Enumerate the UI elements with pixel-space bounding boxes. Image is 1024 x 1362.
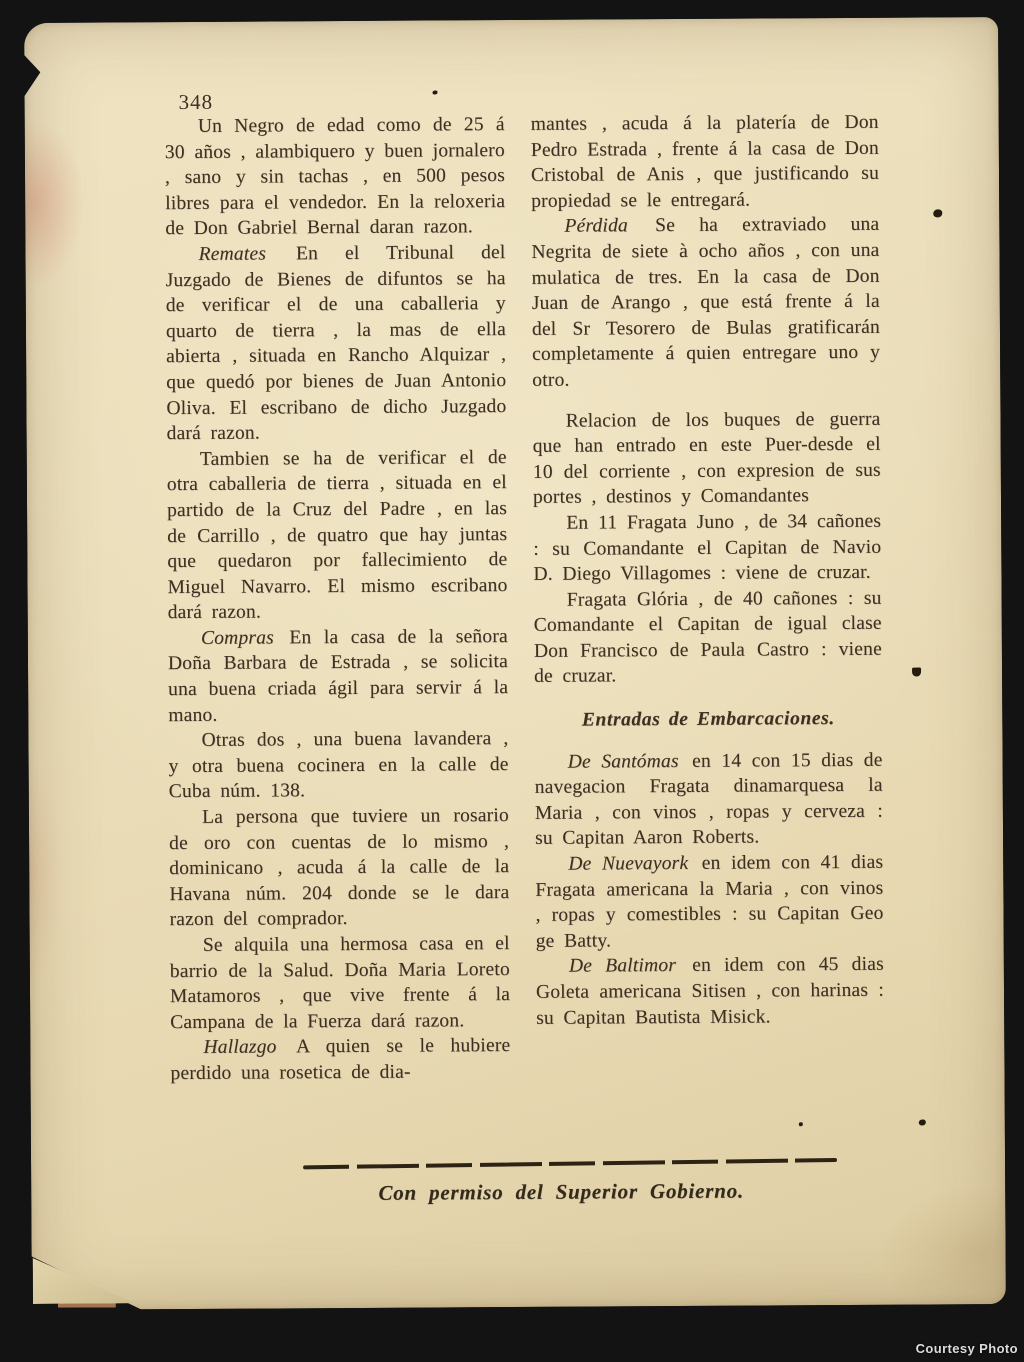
paragraph-text: Tambien se ha de verificar el de otra caballeria de tierra , situada en el partido de la Cruz del Padre , en las de Carrillo , de quatro que hay juntas que quedaron por fallecimiento de Miguel Navarro. El mismo escribano dará razon. [166,446,508,624]
ink-speck [432,90,437,94]
paragraph-text: Se alquila una hermosa casa en el barrio de la Salud. Doña Maria Loreto Matamoros , que vive frente á la Campana de la Fuerza dará razon. [169,933,511,1033]
paragraph-text: Otras dos , una buena lavandera , y otra buena cocinera en la calle de Cuba núm. 138. [168,728,509,803]
paragraph-text: En el Tribunal del Juzgado de Bienes de difuntos se ha de verificar el de una caballeria y quarto de tierra , la mas de ella abierta , situada en Rancho Alquizar , que quedó por bienes de Juan Antonio Oliva. El escribano de dicho Juzgado dará razon. [165,242,507,445]
folded-corner-flap [33,1257,135,1304]
paragraph [532,406,881,510]
paragraph [535,850,884,954]
ink-speck [919,1119,926,1125]
paragraph-lead: De Santómas [567,750,690,773]
paragraph [165,112,506,242]
ink-speck [799,1122,803,1126]
paragraph-text: La persona que tuviere un rosario de oro con cuentas de lo mismo , dominicano , acuda á la calle de la Havana núm. 204 donde se le dara razon del comprador. [169,805,510,931]
paragraph-text: Un Negro de edad como de 25 á 30 años , alambiquero y buen jornalero , sano y sin tachas , en 500 pesos libres para el vendedor. En la reloxeria de Don Gabriel Bernal daran razon. [164,114,506,240]
paragraph [170,1033,510,1086]
paragraph [169,803,510,933]
paragraph [531,212,880,393]
newspaper-page [24,17,1006,1310]
paragraph-text: mantes , acuda á la platería de Don Pedro Estrada , frente á la casa de Don Cristobal de Anis , que justificando su propiedad se le entregará. [530,111,880,212]
paragraph-lead: Pérdida [564,215,653,238]
paragraph [536,952,884,1031]
paragraph [170,931,511,1035]
paragraph-text: en idem con 41 dias Fragata americana la Maria , con vinos , ropas y comestibles : su Capitan Geo ge Batty. [535,851,884,952]
paragraph-lead: Compras [200,627,287,649]
paragraph [535,747,884,851]
paper-corner-chip [22,53,40,99]
paragraph-lead: De Nuevayork [568,852,699,875]
watermark-credit: Courtesy Photo [915,1341,1018,1356]
paragraph-text: Relacion de los buques de guerra que han entrado en este Puer-desde el 10 del corriente , con expresion de sus portes , destinos y Comandantes [532,408,881,509]
paragraph-lead: De Baltimor [568,955,690,978]
paragraph-text: En la casa de la señora Doña Barbara de Estrada , se solicita una buena criada ágil para servir á la mano. [167,625,509,726]
paragraph-text: En 11 Fragata Juno , de 34 cañones : su Comandante el Capitan de Navio D. Diego Villagomes : viene de cruzar. [533,510,882,585]
imprint-line: Con permiso del Superior Gobierno. [378,1178,745,1205]
left-column [165,112,511,1087]
paragraph-text: Fragata Glória , de 40 cañones : su Comandante el Capitan de igual clase Don Francisco de Paula Castro : viene de cruzar. [533,587,882,688]
paragraph-text: en 14 con 15 dias de navegacion Fragata dinamarquesa la Maria , con vinos , ropas y cerveza : su Capitan Aaron Roberts. [534,749,883,850]
paragraph [531,110,880,214]
paragraph [167,445,508,626]
paragraph-text: en idem con 45 dias Goleta americana Sitisen , con harinas : su Capitan Bautista Misick. [535,954,885,1029]
ink-speck [912,668,921,677]
paragraph [168,726,508,805]
paragraph-text: A quien se le hubiere perdido una rosetica de dia- [170,1035,511,1085]
page-number: 348 [178,89,214,115]
footer-divider-rule [303,1158,837,1169]
paragraph-lead: Hallazgo [203,1036,294,1059]
paragraph [534,585,883,689]
paragraph-text: Se ha extraviado una Negrita de siete à ocho años , con una mulatica de tres. En la casa de Don Juan de Arango , que está frente á la del Sr Tesorero de Bulas gratificarán completamente á quien entregare uno y otro. [531,214,881,391]
paragraph [533,509,881,588]
paragraph [165,240,506,447]
right-column [531,110,885,1031]
paragraph [168,624,509,728]
paragraph-lead: Remates [198,243,294,265]
ink-speck [933,209,942,217]
paragraph [534,706,882,734]
paragraph-text: Entradas de Embarcaciones. [581,708,835,731]
